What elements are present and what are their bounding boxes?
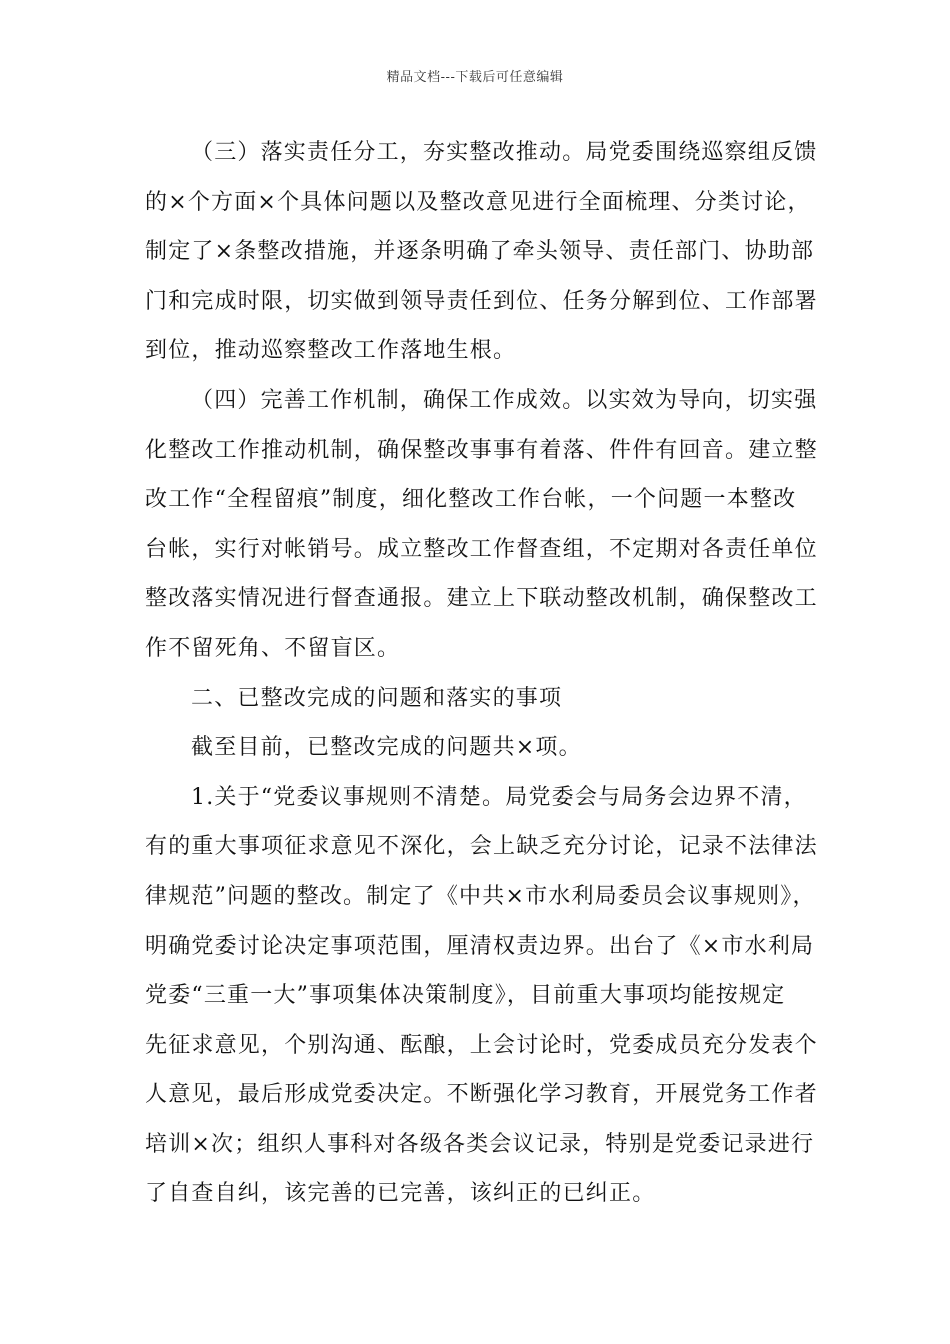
text-line: 截至目前，已整改完成的问题共×项。 — [191, 735, 582, 761]
text-line: 先征求意见，个别沟通、酝酿，上会讨论时，党委成员充分发表个 — [145, 1032, 818, 1058]
document-body — [145, 128, 818, 1219]
item-1-paragraph — [145, 773, 818, 1219]
text-line: （三）落实责任分工，夯实整改推动。局党委围绕巡察组反馈 — [191, 140, 818, 165]
text-line: 作不留死角、不留盲区。 — [145, 635, 401, 661]
paragraph-3-responsibility — [145, 128, 818, 376]
text-line: 整改落实情况进行督查通报。建立上下联动整改机制，确保整改工 — [145, 586, 818, 612]
text-line: 改工作“全程留痕”制度，细化整改工作台帐，一个问题一本整改 — [145, 487, 797, 513]
section-heading — [145, 674, 809, 724]
text-line: 明确党委讨论决定事项范围，厘清权责边界。出台了《×市水利局 — [145, 933, 815, 959]
paragraph-4-mechanism — [145, 376, 818, 674]
text-line: 了自查自纠，该完善的已完善，该纠正的已纠正。 — [145, 1181, 656, 1207]
text-line: 到位，推动巡察整改工作落地生根。 — [145, 338, 517, 364]
summary-paragraph — [145, 723, 809, 773]
text-line: 化整改工作推动机制，确保整改事事有着落、件件有回音。建立整 — [145, 437, 818, 463]
text-line: 律规范”问题的整改。制定了《中共×市水利局委员会议事规则》， — [145, 883, 816, 909]
page-header: 精品文档---下载后可任意编辑 — [386, 70, 564, 85]
text-line: （四）完善工作机制，确保工作成效。以实效为导向，切实强 — [191, 387, 818, 413]
text-line: 制定了×条整改措施，并逐条明确了牵头领导、责任部门、协助部 — [145, 239, 815, 265]
text-line: 培训×次；组织人事科对各级各类会议记录，特别是党委记录进行 — [145, 1131, 815, 1157]
text-line: 党委“三重一大”事项集体决策制度》，目前重大事项均能按规定 — [145, 983, 786, 1009]
section-heading-text: 二、已整改完成的问题和落实的事项 — [191, 685, 563, 711]
text-line: 门和完成时限，切实做到领导责任到位、任务分解到位、工作部署 — [145, 288, 818, 314]
text-line: 台帐，实行对帐销号。成立整改工作督查组，不定期对各责任单位 — [145, 536, 818, 562]
text-line: 1.关于“党委议事规则不清楚。局党委会与局务会边界不清， — [191, 784, 807, 810]
text-line: 有的重大事项征求意见不深化，会上缺乏充分讨论，记录不法律法 — [145, 834, 818, 860]
text-line: 的×个方面×个具体问题以及整改意见进行全面梳理、分类讨论， — [145, 189, 811, 215]
text-line: 人意见，最后形成党委决定。不断强化学习教育，开展党务工作者 — [145, 1082, 818, 1108]
